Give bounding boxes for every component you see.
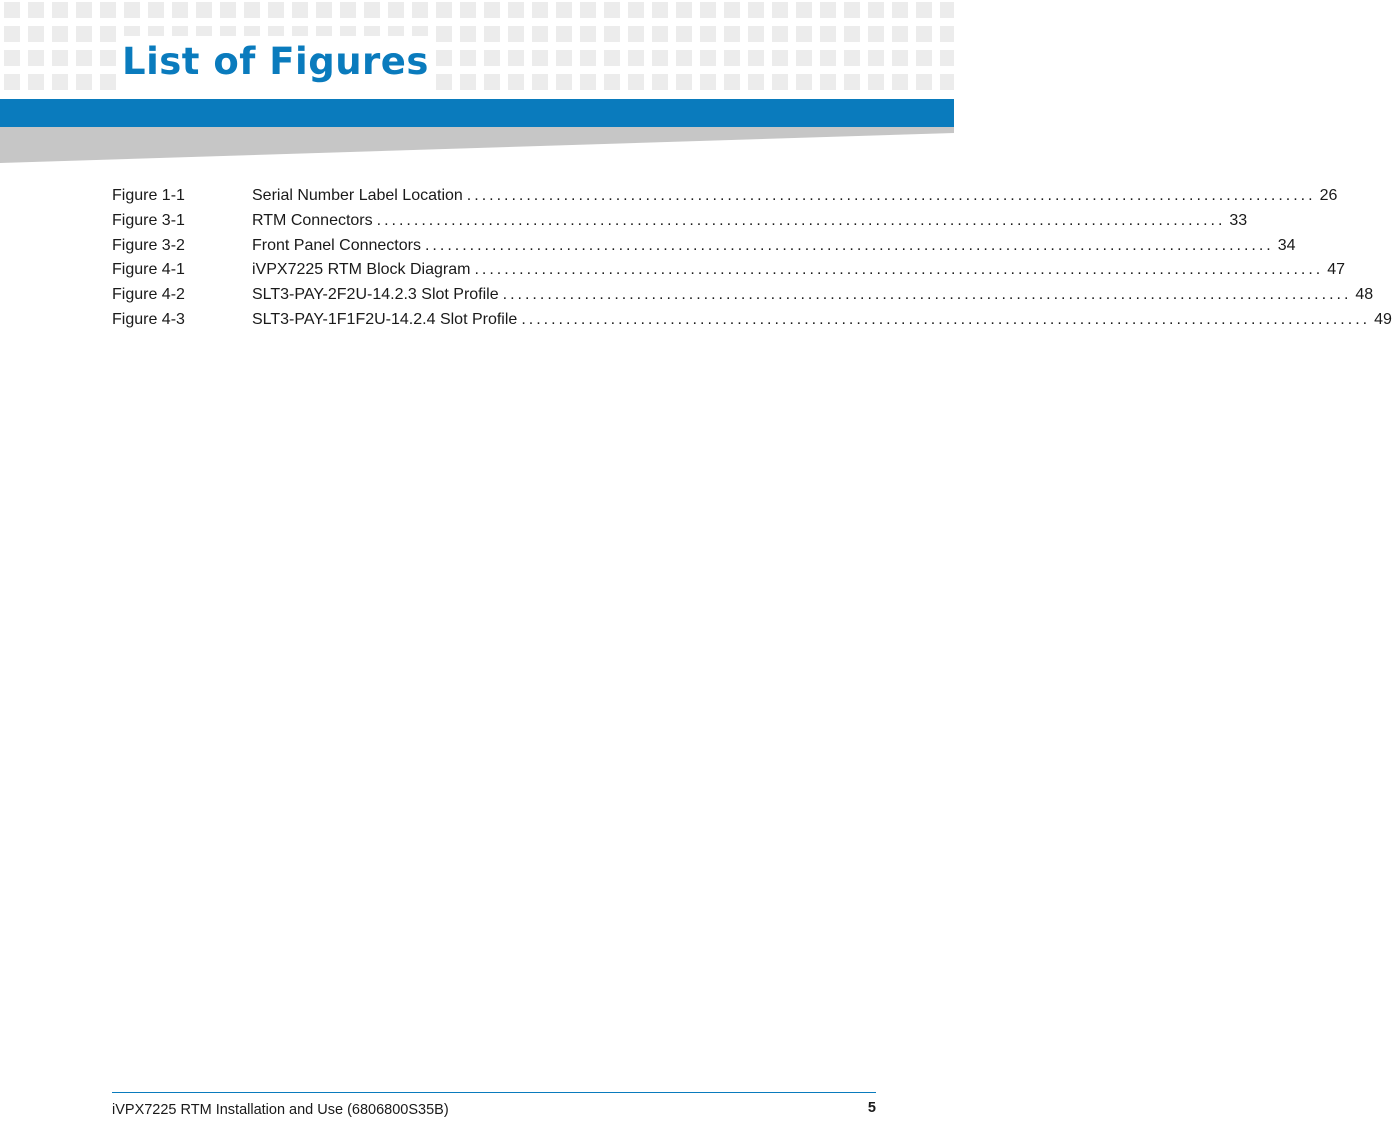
figure-number: Figure 1-1 [112,187,185,204]
figure-title: SLT3-PAY-2F2U-14.2.3 Slot Profile [252,286,499,304]
figure-title: Front Panel Connectors [252,236,421,254]
figure-number: Figure 3-1 [112,211,185,229]
figure-page: 33 [1229,211,1248,229]
figure-number: Figure 4-3 [112,310,185,328]
figure-page: 48 [1355,286,1374,304]
toc-entry[interactable] [112,308,1392,333]
toc-entry[interactable] [112,283,1374,308]
figure-number: Figure 4-1 [112,261,185,279]
figure-page: 34 [1277,236,1296,254]
figure-number: Figure 3-2 [112,236,185,254]
toc-entry[interactable] [112,234,1296,259]
footer-page-number: 5 [867,1100,876,1116]
figure-title: Serial Number Label Location [252,187,463,204]
figure-title: RTM Connectors [252,211,373,229]
dot-leader: .................................................................................................................. [466,187,1316,204]
figure-title: iVPX7225 RTM Block Diagram [252,261,471,279]
toc-entry[interactable] [112,184,1338,209]
figure-page: 47 [1327,261,1346,279]
footer-rule [112,1092,876,1093]
figure-page: 26 [1319,187,1338,204]
list-of-figures [112,184,1392,333]
header-grey-swoosh [0,127,954,163]
toc-entry[interactable] [112,209,1248,234]
header-blue-band [0,99,954,127]
figure-title: SLT3-PAY-1F1F2U-14.2.4 Slot Profile [252,310,518,328]
footer-document-title: iVPX7225 RTM Installation and Use (6806800S35B) [112,1102,449,1118]
dot-leader: .................................................................................................................. [424,236,1274,254]
figure-number: Figure 4-2 [112,286,185,304]
toc-entry[interactable] [112,258,1346,283]
dot-leader: .................................................................................................................. [376,211,1226,229]
dot-leader: .................................................................................................................. [502,286,1352,304]
dot-leader: .................................................................................................................. [474,261,1324,279]
figure-page: 49 [1374,310,1392,328]
dot-leader: .................................................................................................................. [521,310,1371,328]
page-title: List of Figures [122,36,435,90]
